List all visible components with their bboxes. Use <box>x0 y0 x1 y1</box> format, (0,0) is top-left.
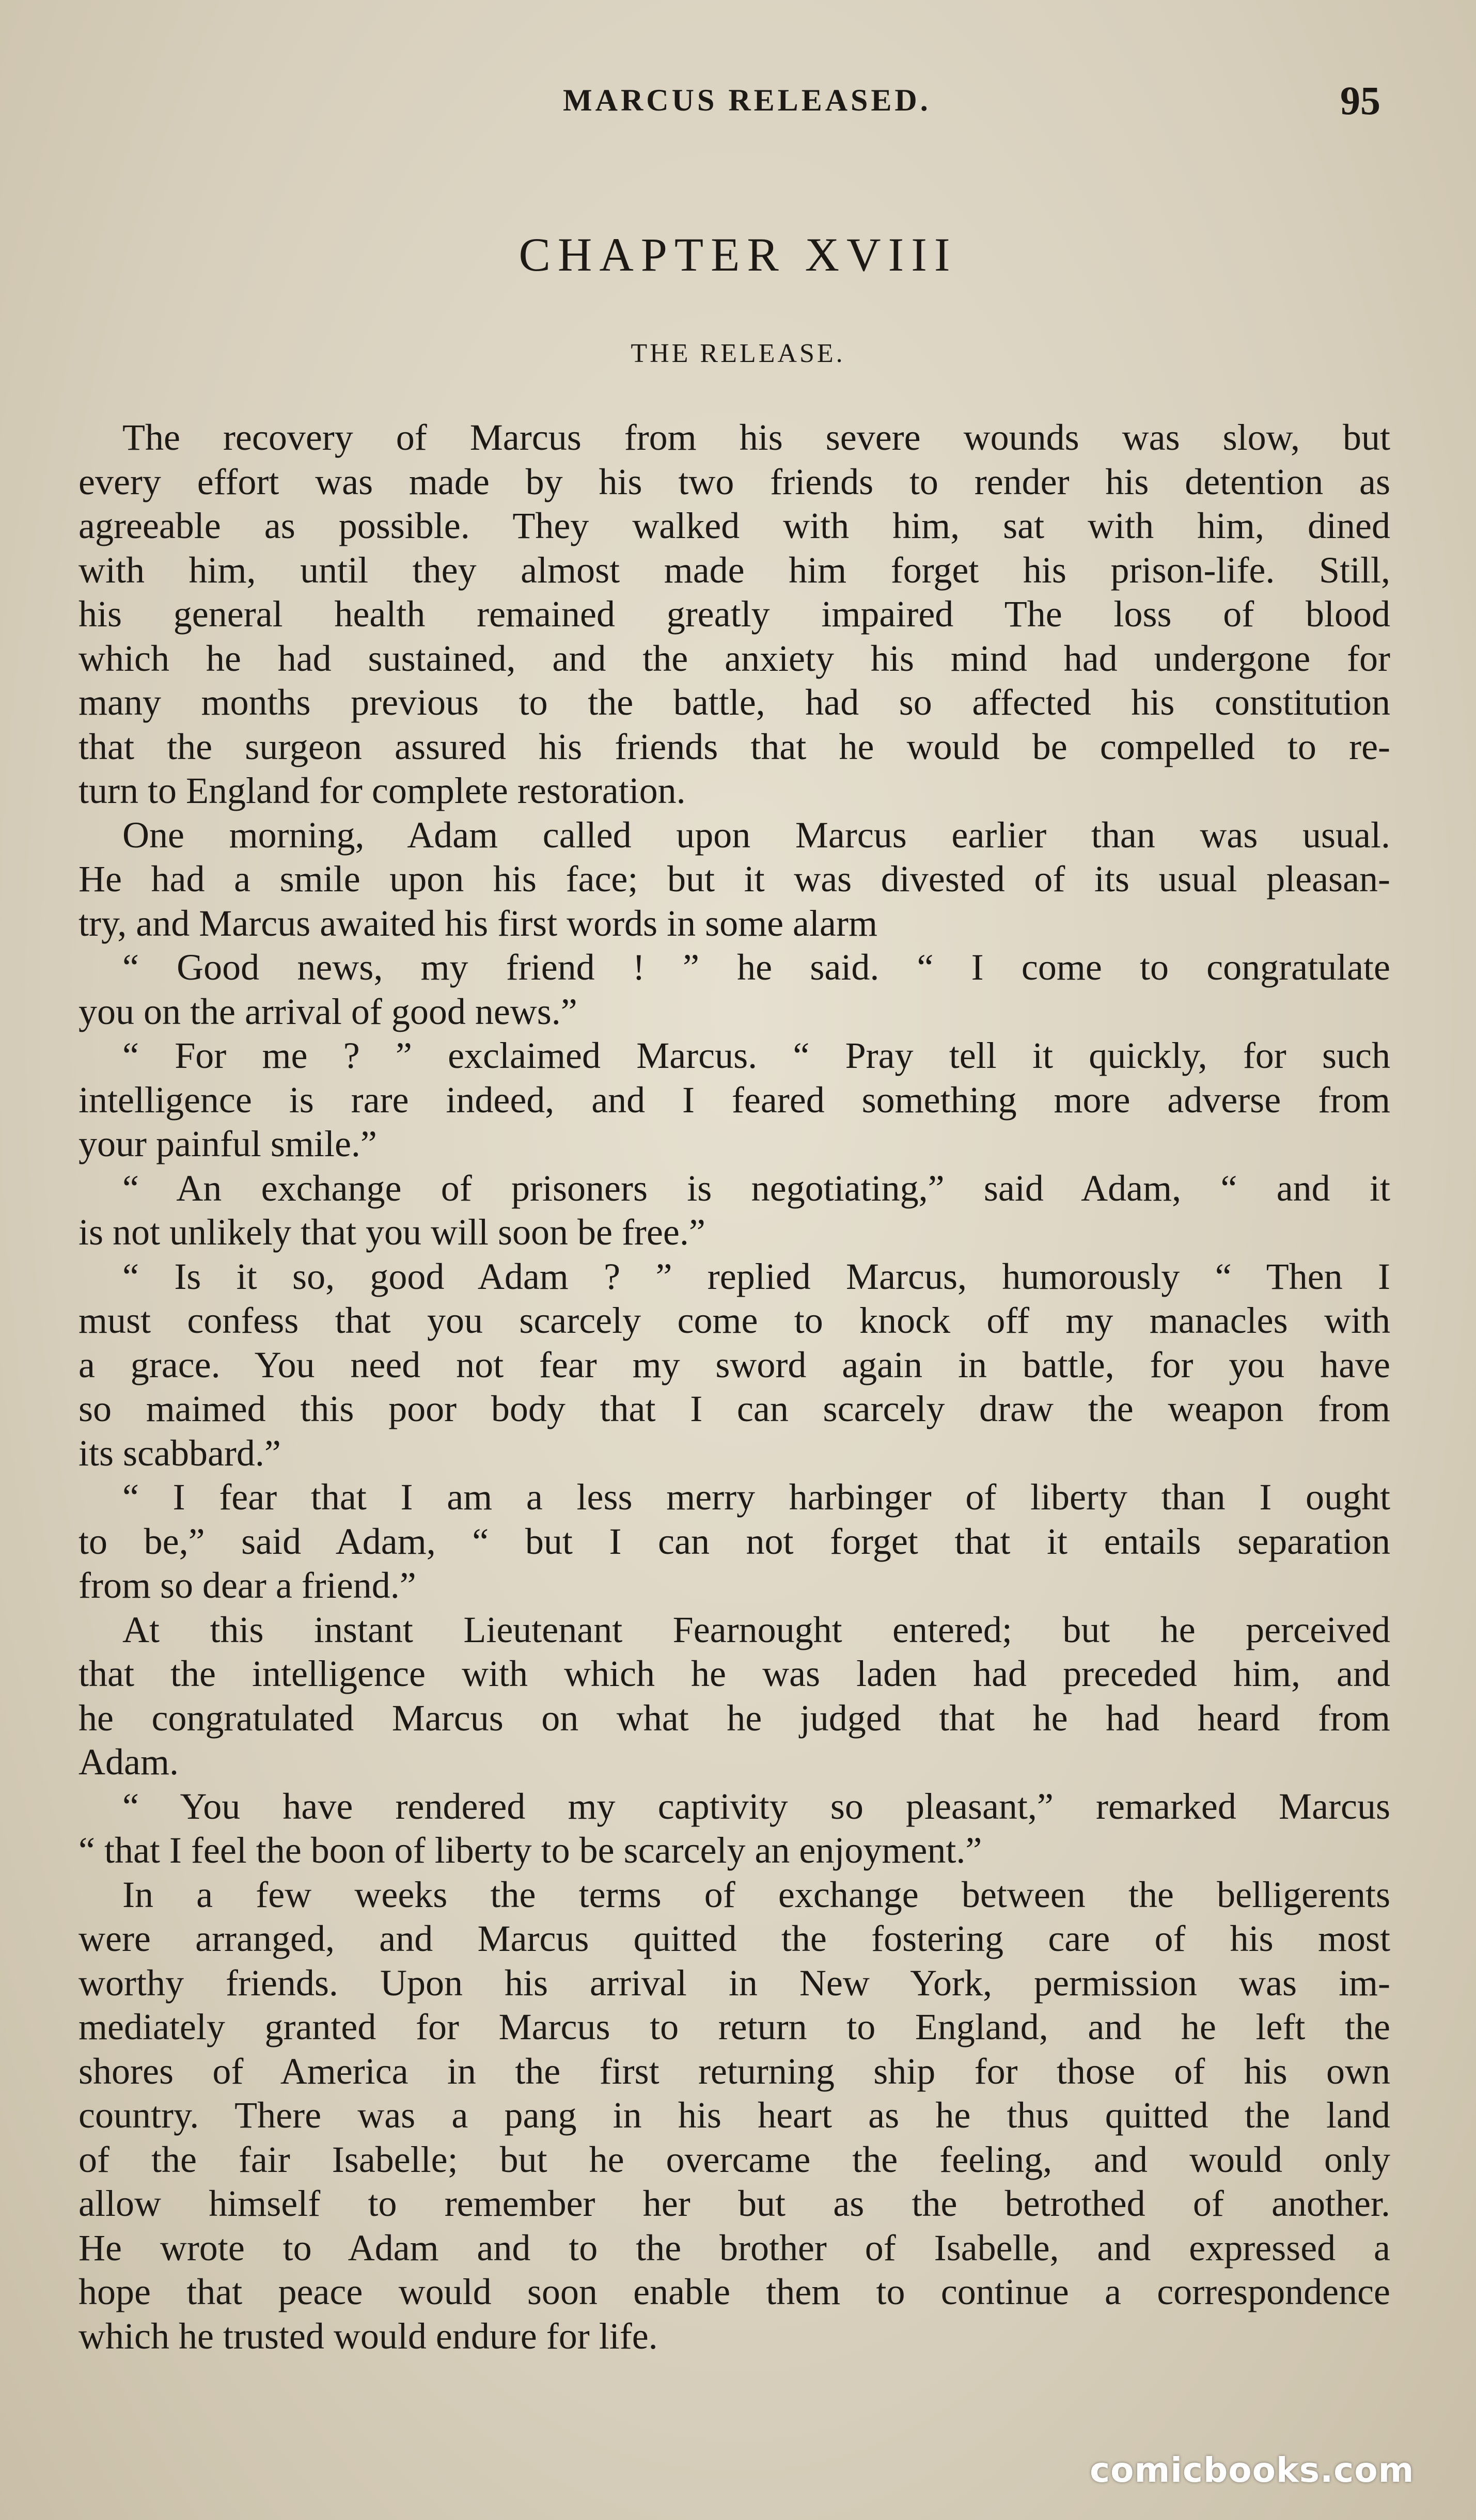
text-line: worthy friends. Upon his arrival in New York, permission was im- <box>78 1962 1390 2004</box>
text-line: “ For me ? ” exclaimed Marcus. “ Pray tell it quickly, for such <box>122 1035 1390 1076</box>
watermark: comicbooks.com <box>1090 2450 1415 2490</box>
text-line: that the intelligence with which he was laden had preceded him, and <box>78 1653 1390 1694</box>
text-line: his general health remained greatly impaired The loss of blood <box>78 593 1390 635</box>
text-line: its scabbard.” <box>78 1432 281 1474</box>
text-line: intelligence is rare indeed, and I feared something more adverse from <box>78 1079 1390 1121</box>
text-line: One morning, Adam called upon Marcus earlier than was usual. <box>122 814 1390 856</box>
page-number: 95 <box>1340 78 1380 123</box>
text-line: Adam. <box>78 1741 179 1783</box>
text-line: of the fair Isabelle; but he overcame the feeling, and would only <box>78 2138 1390 2180</box>
chapter-title: CHAPTER XVIII <box>519 228 957 281</box>
text-line: “ Good news, my friend ! ” he said. “ I come to congratulate <box>122 947 1390 988</box>
text-line: “ Is it so, good Adam ? ” replied Marcus, humorously “ Then I <box>122 1255 1390 1297</box>
text-line: which he had sustained, and the anxiety his mind had undergone for <box>78 637 1390 679</box>
text-line: He wrote to Adam and to the brother of Isabelle, and expressed a <box>78 2227 1390 2269</box>
text-line: “ I fear that I am a less merry harbinger of liberty than I ought <box>122 1476 1390 1518</box>
text-line: a grace. You need not fear my sword again in battle, for you have <box>78 1344 1390 1385</box>
text-line: country. There was a pang in his heart as he thus quitted the land <box>78 2094 1390 2136</box>
text-line: you on the arrival of good news.” <box>78 990 577 1032</box>
text-line: many months previous to the battle, had so affected his constitution <box>78 682 1390 723</box>
text-line: so maimed this poor body that I can scarcely draw the weapon from <box>78 1388 1390 1429</box>
text-line: The recovery of Marcus from his severe wounds was slow, but <box>122 417 1390 458</box>
text-line: turn to England for complete restoration. <box>78 770 686 811</box>
text-line: mediately granted for Marcus to return to England, and he left the <box>78 2006 1390 2048</box>
text-line: from so dear a friend.” <box>78 1565 416 1606</box>
text-line: allow himself to remember her but as the betrothed of another. <box>78 2183 1390 2224</box>
text-line: must confess that you scarcely come to knock off my manacles with <box>78 1300 1390 1341</box>
text-line: with him, until they almost made him forget his prison-life. Still, <box>78 549 1390 591</box>
text-line: is not unlikely that you will soon be free.” <box>78 1211 705 1253</box>
text-line: to be,” said Adam, “ but I can not forget that it entails separation <box>78 1520 1390 1562</box>
text-line: every effort was made by his two friends to render his detention as <box>78 461 1390 502</box>
text-line: that the surgeon assured his friends that he would be compelled to re- <box>78 726 1390 767</box>
running-head <box>0 77 1476 134</box>
text-line: He had a smile upon his face; but it was divested of its usual pleasan- <box>78 858 1390 900</box>
text-line: “ An exchange of prisoners is negotiating,” said Adam, “ and it <box>122 1167 1390 1209</box>
text-line: “ You have rendered my captivity so pleasant,” remarked Marcus <box>122 1785 1390 1827</box>
text-line: At this instant Lieutenant Fearnought entered; but he perceived <box>122 1609 1390 1650</box>
text-line: agreeable as possible. They walked with him, sat with him, dined <box>78 505 1390 546</box>
text-line: shores of America in the first returning ship for those of his own <box>78 2050 1390 2092</box>
body-text <box>78 416 1390 2358</box>
text-line: which he trusted would endure for life. <box>78 2315 658 2357</box>
running-title: MARCUS RELEASED. <box>563 83 931 117</box>
text-line: “ that I feel the boon of liberty to be scarcely an enjoyment.” <box>78 1830 982 1871</box>
text-line: try, and Marcus awaited his first words in some alarm <box>78 902 877 944</box>
text-line: your painful smile.” <box>78 1123 377 1164</box>
chapter-subtitle: THE RELEASE. <box>631 339 845 368</box>
text-line: In a few weeks the terms of exchange between the belligerents <box>122 1873 1390 1915</box>
text-line: he congratulated Marcus on what he judged that he had heard from <box>78 1697 1390 1739</box>
text-line: were arranged, and Marcus quitted the fostering care of his most <box>78 1918 1390 1959</box>
text-line: hope that peace would soon enable them to continue a correspondence <box>78 2271 1390 2312</box>
